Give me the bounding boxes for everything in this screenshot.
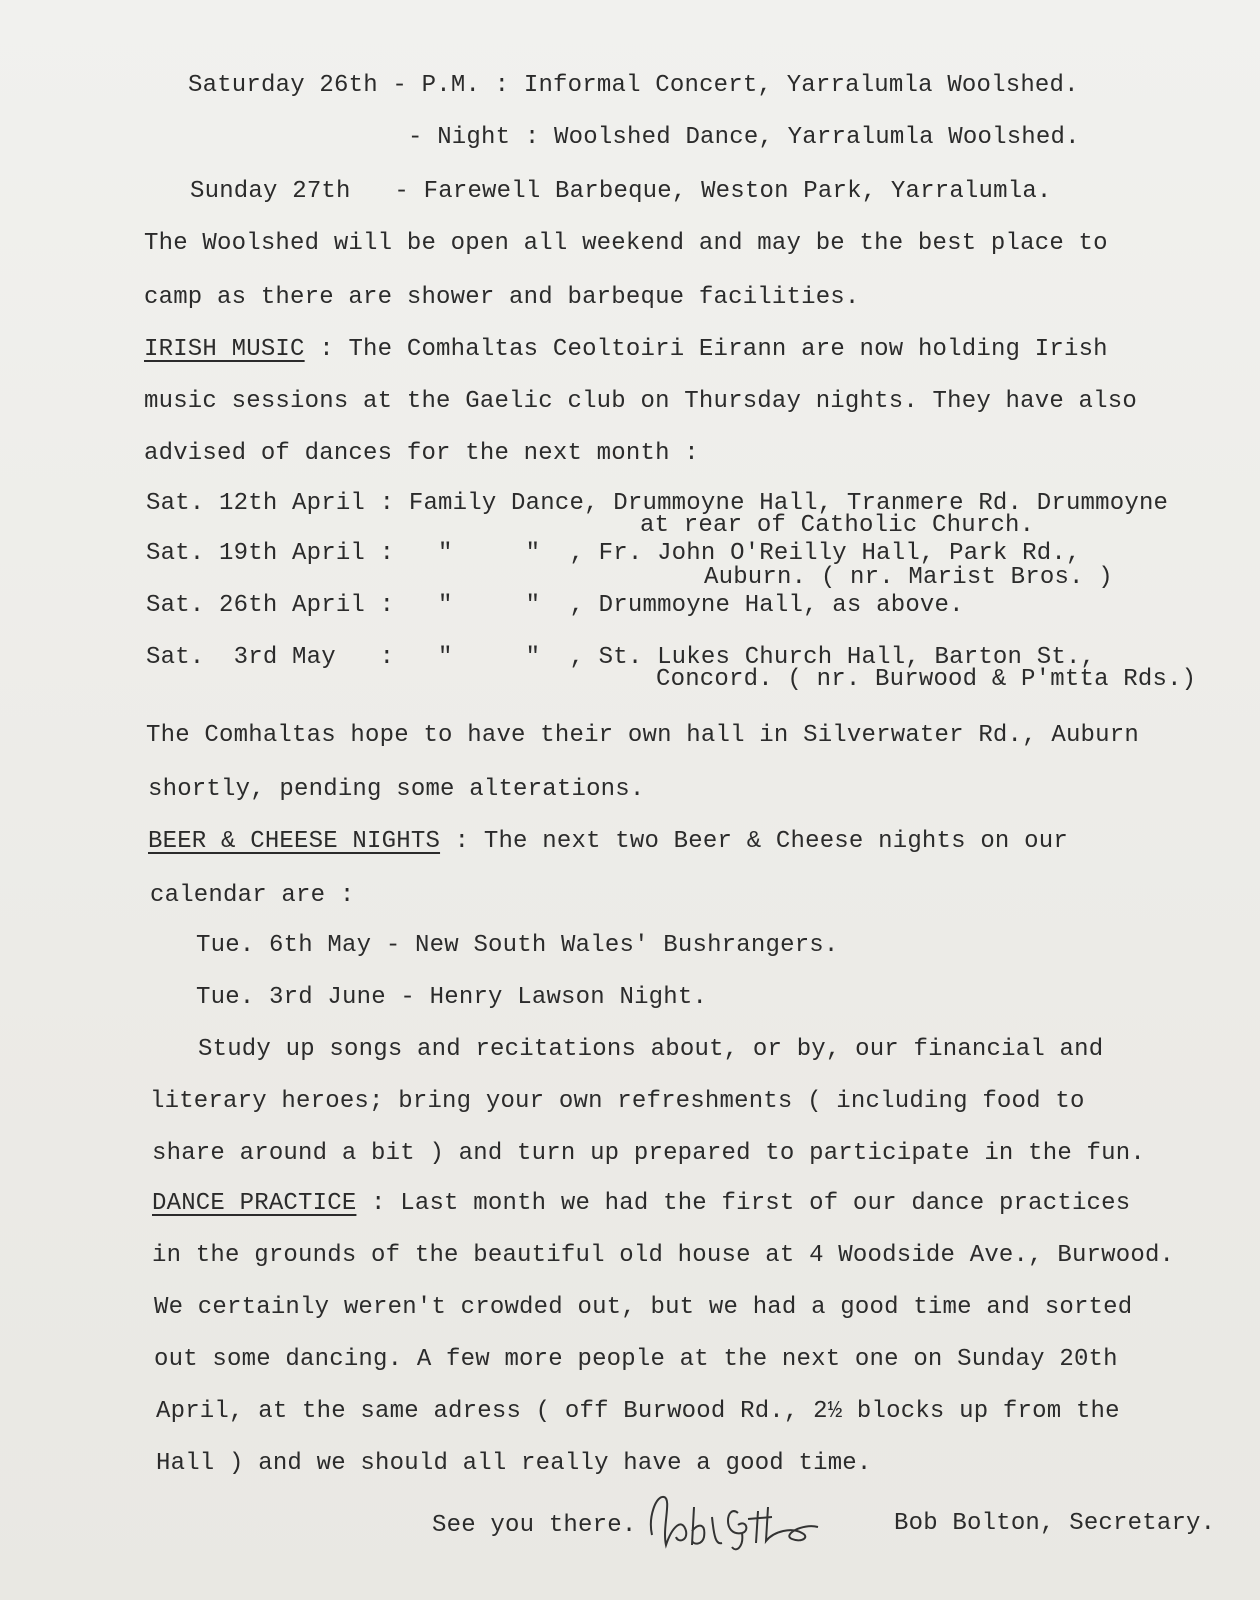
dance-listing-3: Sat. 26th April : " " , Drummoyne Hall, as above. [146,592,964,619]
dance-practice-line-4: out some dancing. A few more people at the next one on Sunday 20th [154,1346,1118,1373]
dance-listing-2-cont: Auburn. ( nr. Marist Bros. ) [704,564,1113,591]
comhaltas-hall-line-2: shortly, pending some alterations. [148,776,645,803]
comhaltas-hall-line-1: The Comhaltas hope to have their own hall in Silverwater Rd., Auburn [146,722,1139,749]
beer-cheese-event-1: Tue. 6th May - New South Wales' Bushrangers. [196,932,839,959]
beer-cheese-para-line-1 [148,828,1068,856]
schedule-sunday: Sunday 27th - Farewell Barbeque, Weston Park, Yarralumla. [190,178,1052,205]
dance-listing-1-cont: at rear of Catholic Church. [640,512,1035,539]
closing-see-you-there: See you there. [432,1512,637,1539]
dance-listing-4: Sat. 3rd May : " " , St. Lukes Church Hall, Barton St., [146,644,1096,671]
beer-cheese-heading: BEER & CHEESE NIGHTS [148,828,441,855]
dance-practice-heading: DANCE PRACTICE [152,1190,357,1217]
dance-practice-para-line-1 [152,1190,1130,1218]
woolshed-line-1: The Woolshed will be open all weekend and may be the best place to [144,230,1108,257]
beer-cheese-text: : The next two Beer & Cheese nights on our [440,828,1068,855]
handwritten-signature [642,1487,842,1557]
dance-listing-4-cont: Concord. ( nr. Burwood & P'mtta Rds.) [656,666,1197,693]
dance-practice-text: : Last month we had the first of our dance practices [356,1190,1131,1217]
dance-listing-1: Sat. 12th April : Family Dance, Drummoyne Hall, Tranmere Rd. Drummoyne [146,490,1169,517]
irish-music-heading: IRISH MUSIC [144,336,305,363]
dance-practice-line-6: Hall ) and we should all really have a good time. [156,1450,872,1477]
beer-cheese-line-5: share around a bit ) and turn up prepared to participate in the fun. [152,1140,1145,1167]
woolshed-line-2: camp as there are shower and barbeque facilities. [144,284,860,311]
dance-practice-line-3: We certainly weren't crowded out, but we had a good time and sorted [154,1294,1133,1321]
dance-practice-line-5: April, at the same adress ( off Burwood Rd., 2½ blocks up from the [156,1398,1120,1425]
irish-music-text: : The Comhaltas Ceoltoiri Eirann are now holding Irish [304,336,1108,363]
closing-sender-name: Bob Bolton, Secretary. [894,1510,1216,1537]
dance-listing-2: Sat. 19th April : " " , Fr. John O'Reilly Hall, Park Rd., [146,540,1081,567]
schedule-night: - Night : Woolshed Dance, Yarralumla Woolshed. [408,124,1080,151]
dance-practice-line-2: in the grounds of the beautiful old house at 4 Woodside Ave., Burwood. [152,1242,1175,1269]
beer-cheese-line-2: calendar are : [150,882,355,909]
irish-music-line-2: music sessions at the Gaelic club on Thursday nights. They have also [144,388,1137,415]
beer-cheese-event-2: Tue. 3rd June - Henry Lawson Night. [196,984,708,1011]
schedule-saturday: Saturday 26th - P.M. : Informal Concert, Yarralumla Woolshed. [188,72,1079,99]
beer-cheese-line-3: Study up songs and recitations about, or by, our financial and [198,1036,1104,1063]
irish-music-line-3: advised of dances for the next month : [144,440,699,467]
irish-music-para-line-1 [144,336,1108,364]
beer-cheese-line-4: literary heroes; bring your own refreshments ( including food to [150,1088,1085,1115]
